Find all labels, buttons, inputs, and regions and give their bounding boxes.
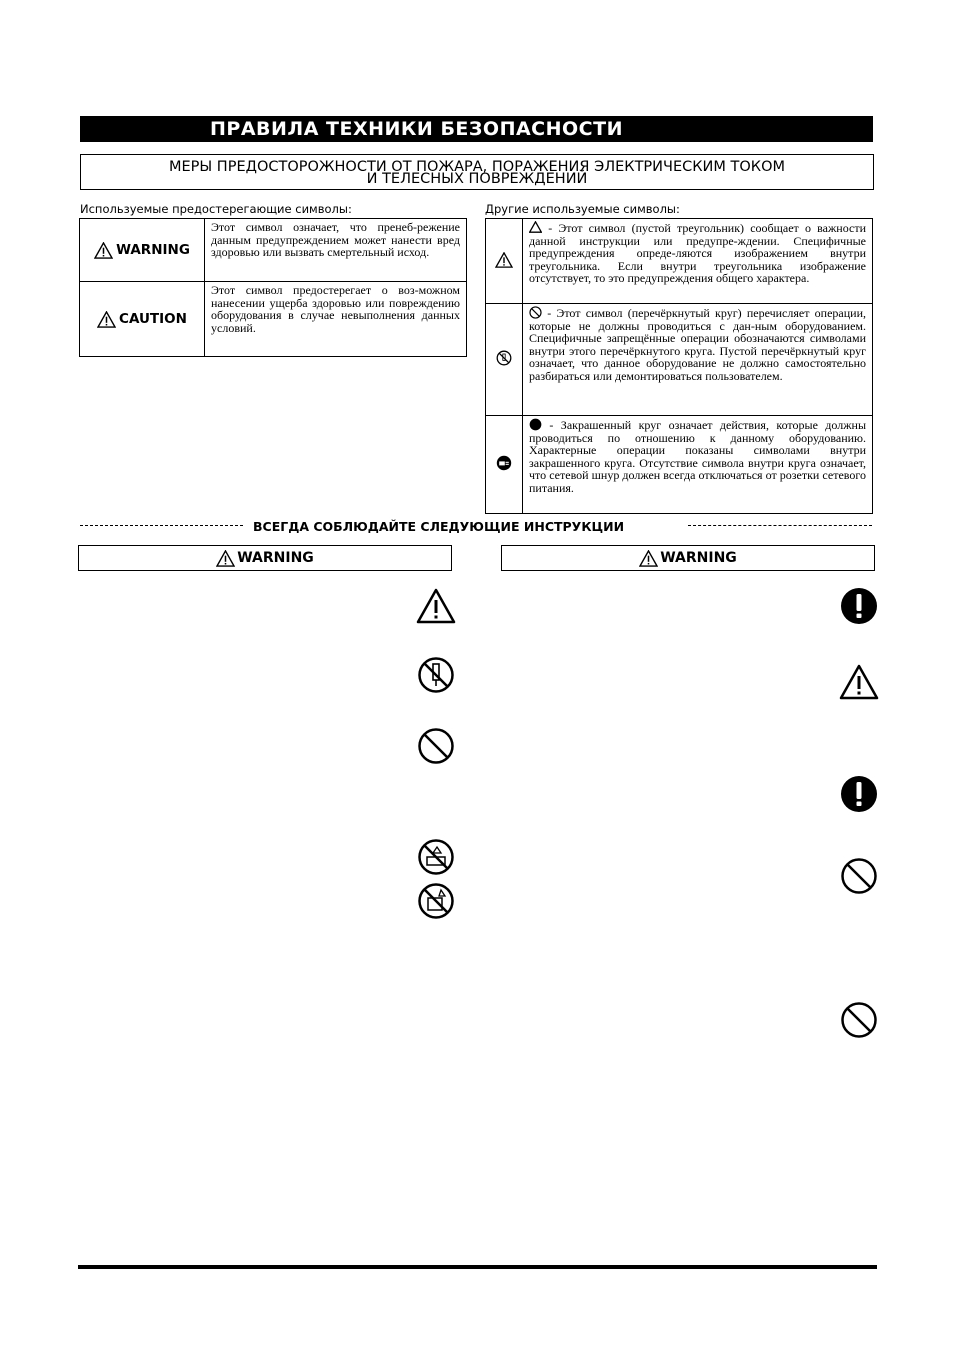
caution-triangle-icon — [839, 664, 879, 700]
no-disassembly-icon — [417, 656, 455, 694]
prohibition-icon — [840, 1001, 878, 1039]
triangle-symbol-cell — [486, 219, 523, 304]
page-title: ПРАВИЛА ТЕХНИКИ БЕЗОПАСНОСТИ — [80, 116, 873, 142]
instructions-heading: ВСЕГДА СОБЛЮДАЙТЕ СЛЕДУЮЩИЕ ИНСТРУКЦИИ — [253, 519, 625, 534]
caution-triangle-icon — [97, 311, 116, 328]
prohibition-icon — [840, 857, 878, 895]
prohibition-description-cell — [523, 304, 873, 416]
prohibition-description: - Этот символ (перечёркнутый круг) перечисляет операции, которые не должны проводиться с дан-ным оборудованием. Специфичные запрещённые операции обозначаются символами внутри этого перечёркнутого круга. Пустой перечёркнутый круг означает, что данное оборудование не должно самостоятельно разбираться или демонтироваться пользователем. — [529, 306, 867, 383]
right-section-heading: Другие используемые символы: — [485, 202, 680, 216]
warning-triangle-icon — [639, 550, 658, 567]
warning-triangle-icon — [216, 550, 235, 567]
prohibition-icon — [529, 306, 542, 319]
caution-label: CAUTION — [119, 310, 187, 327]
filled-symbol-cell — [486, 416, 523, 514]
filled-description-cell — [523, 416, 873, 514]
dashed-rule-right — [688, 525, 872, 526]
mandatory-action-icon — [840, 775, 878, 813]
prohibition-icon — [417, 727, 455, 765]
subtitle-box — [80, 154, 874, 190]
warning-description: Этот символ означает, что пренеб-режение данным предупреждением может нанести вред здоровью или вызвать смертельный исход. — [205, 219, 467, 282]
subtitle-line-1: МЕРЫ ПРЕДОСТОРОЖНОСТИ ОТ ПОЖАРА, ПОРАЖЕНИЯ ЭЛЕКТРИЧЕСКИМ ТОКОМ — [168, 159, 785, 175]
caution-description: Этот символ предостерегает о воз-можном нанесении ущерба здоровью или повреждению оборудования в случае невыполнения данных условий. — [205, 282, 467, 357]
triangle-description: - Этот символ (пустой треугольник) сообщает о важности данной инструкции или предупре-ждении. Специфичные предупреждения опреде-ляются изображением внутри треугольника. Если внутри треугольника изображение отсутствует, то это предупреждения общего характера. — [529, 221, 866, 285]
warning-header-left — [78, 545, 452, 571]
warning-header-left-label: WARNING — [237, 550, 314, 566]
triangle-description-cell — [523, 219, 873, 304]
empty-triangle-icon — [529, 221, 542, 233]
warning-header-right-label: WARNING — [660, 550, 737, 566]
subtitle-line-2: И ТЕЛЕСНЫХ ПОВРЕЖДЕНИЙ — [366, 171, 588, 187]
caution-label-cell — [80, 282, 205, 357]
no-liquid-icon — [417, 882, 455, 920]
caution-triangle-icon — [416, 588, 456, 624]
other-symbols-table — [485, 218, 873, 514]
unplug-icon — [496, 455, 512, 471]
warning-label: WARNING — [116, 241, 190, 258]
no-water-icon — [417, 838, 455, 876]
warning-symbols-table — [79, 218, 467, 357]
filled-circle-icon — [529, 418, 542, 431]
triangle-icon — [495, 252, 513, 268]
warning-header-right — [501, 545, 875, 571]
dashed-rule-left — [80, 525, 243, 526]
left-section-heading: Используемые предостерегающие символы: — [80, 202, 352, 216]
no-disassembly-icon — [496, 350, 512, 366]
prohibition-symbol-cell — [486, 304, 523, 416]
warning-label-cell — [80, 219, 205, 282]
filled-description: - Закрашенный круг означает действия, которые должны проводиться по отношению к данному оборудованию. Характерные операции показаны символами внутри закрашенного круга. Отсутствие символа внутри круга означает, что сетевой шнур должен всегда отключаться от розетки сетевого питания. — [529, 418, 867, 495]
warning-triangle-icon — [94, 242, 113, 259]
mandatory-action-icon — [840, 587, 878, 625]
bottom-rule — [78, 1265, 877, 1269]
